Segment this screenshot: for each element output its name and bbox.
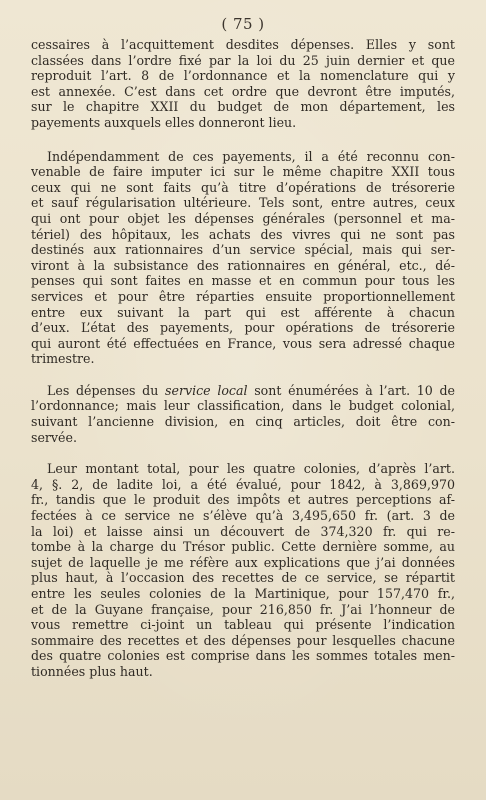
text-line: sommaire des recettes et des dépenses pour lesquelles chacune	[31, 632, 455, 648]
text-line: entre eux suivant la part qui est afférente à chacun	[31, 304, 455, 320]
text-line: plus haut, à l’occasion des recettes de ce service, se répartit	[31, 570, 455, 586]
document-body	[31, 37, 455, 690]
paragraph-2	[31, 149, 455, 367]
text-line: Indépendamment de ces payements, il a été reconnu con-	[47, 148, 455, 164]
text-line: penses qui sont faites en masse et en commun pour tous les	[31, 273, 455, 289]
text-line: la loi) et laisse ainsi un découvert de 374,320 fr. qui re-	[31, 523, 455, 539]
text-line: reproduit l’art. 8 de l’ordonnance et la nomenclature qui y	[31, 68, 455, 84]
text-line: sujet de laquelle je me réfère aux explications que j’ai données	[31, 554, 455, 570]
text-line: qui auront été effectuées en France, vous sera adressé chaque	[31, 335, 455, 351]
text-line: vous remettre ci-joint un tableau qui présente l’indication	[31, 617, 455, 633]
text-line: services et pour être réparties ensuite proportionnellement	[31, 288, 455, 304]
text-line: d’eux. L’état des payements, pour opérations de trésorerie	[31, 320, 455, 336]
text-line: venable de faire imputer ici sur le même chapitre XXII tous	[31, 164, 455, 180]
text-line: suivant l’ancienne division, en cinq articles, doit être con-	[31, 414, 455, 430]
text-line: ceux qui ne sont faits qu’à titre d’opérations de trésorerie	[31, 179, 455, 195]
text-line	[31, 383, 455, 399]
text-line: tériel) des hôpitaux, les achats des vivres qui ne sont pas	[31, 226, 455, 242]
text-line: fectées à ce service ne s’élève qu’à 3,495,650 fr. (art. 3 de	[31, 508, 455, 524]
text-line: entre les seules colonies de la Martinique, pour 157,470 fr.,	[31, 586, 455, 601]
text-line: destinés aux rationnaires d’un service spécial, mais qui ser-	[31, 242, 455, 258]
page-number: ( 75 )	[221, 15, 265, 33]
text-segment: sont énumérées à l’art. 10 de	[247, 382, 455, 398]
emphasis-text: service local	[165, 382, 248, 398]
text-line: est annexée. C’est dans cet ordre que devront être imputés,	[31, 83, 455, 99]
text-line: qui ont pour objet les dépenses générales (personnel et ma-	[31, 210, 455, 226]
text-line: payements auxquels elles donneront lieu.	[31, 114, 297, 130]
text-line: tionnées plus haut.	[31, 663, 153, 679]
paragraph-3	[31, 383, 455, 445]
text-line: trimestre.	[31, 351, 95, 367]
text-line: sur le chapitre XXII du budget de mon département, les	[31, 99, 455, 115]
paragraph-1	[31, 37, 455, 131]
text-line: l’ordonnance; mais leur classification, dans le budget colonial,	[31, 398, 455, 414]
text-line: tombe à la charge du Trésor public. Cette dernière somme, au	[31, 539, 455, 555]
paragraph-4	[31, 461, 455, 679]
text-line: cessaires à l’acquittement desdites dépenses. Elles y sont	[31, 37, 455, 52]
text-line: 4, §. 2, de ladite loi, a été évalué, pour 1842, à 3,869,970	[31, 476, 455, 492]
text-line: Leur montant total, pour les quatre colonies, d’après l’art.	[47, 461, 455, 477]
text-line: fr., tandis que le produit des impôts et autres perceptions af-	[31, 492, 455, 508]
text-line: classées dans l’ordre fixé par la loi du 25 juin dernier et que	[31, 52, 455, 68]
text-line: et de la Guyane française, pour 216,850 fr. J’ai l’honneur de	[31, 601, 455, 617]
text-line: des quatre colonies est comprise dans les sommes totales men-	[31, 648, 455, 664]
text-line: et sauf régularisation ultérieure. Tels sont, entre autres, ceux	[31, 195, 455, 211]
text-segment: Les dépenses du	[47, 382, 166, 398]
text-line: servée.	[31, 429, 77, 445]
text-line: viront à la subsistance des rationnaires en général, etc., dé-	[31, 257, 455, 273]
